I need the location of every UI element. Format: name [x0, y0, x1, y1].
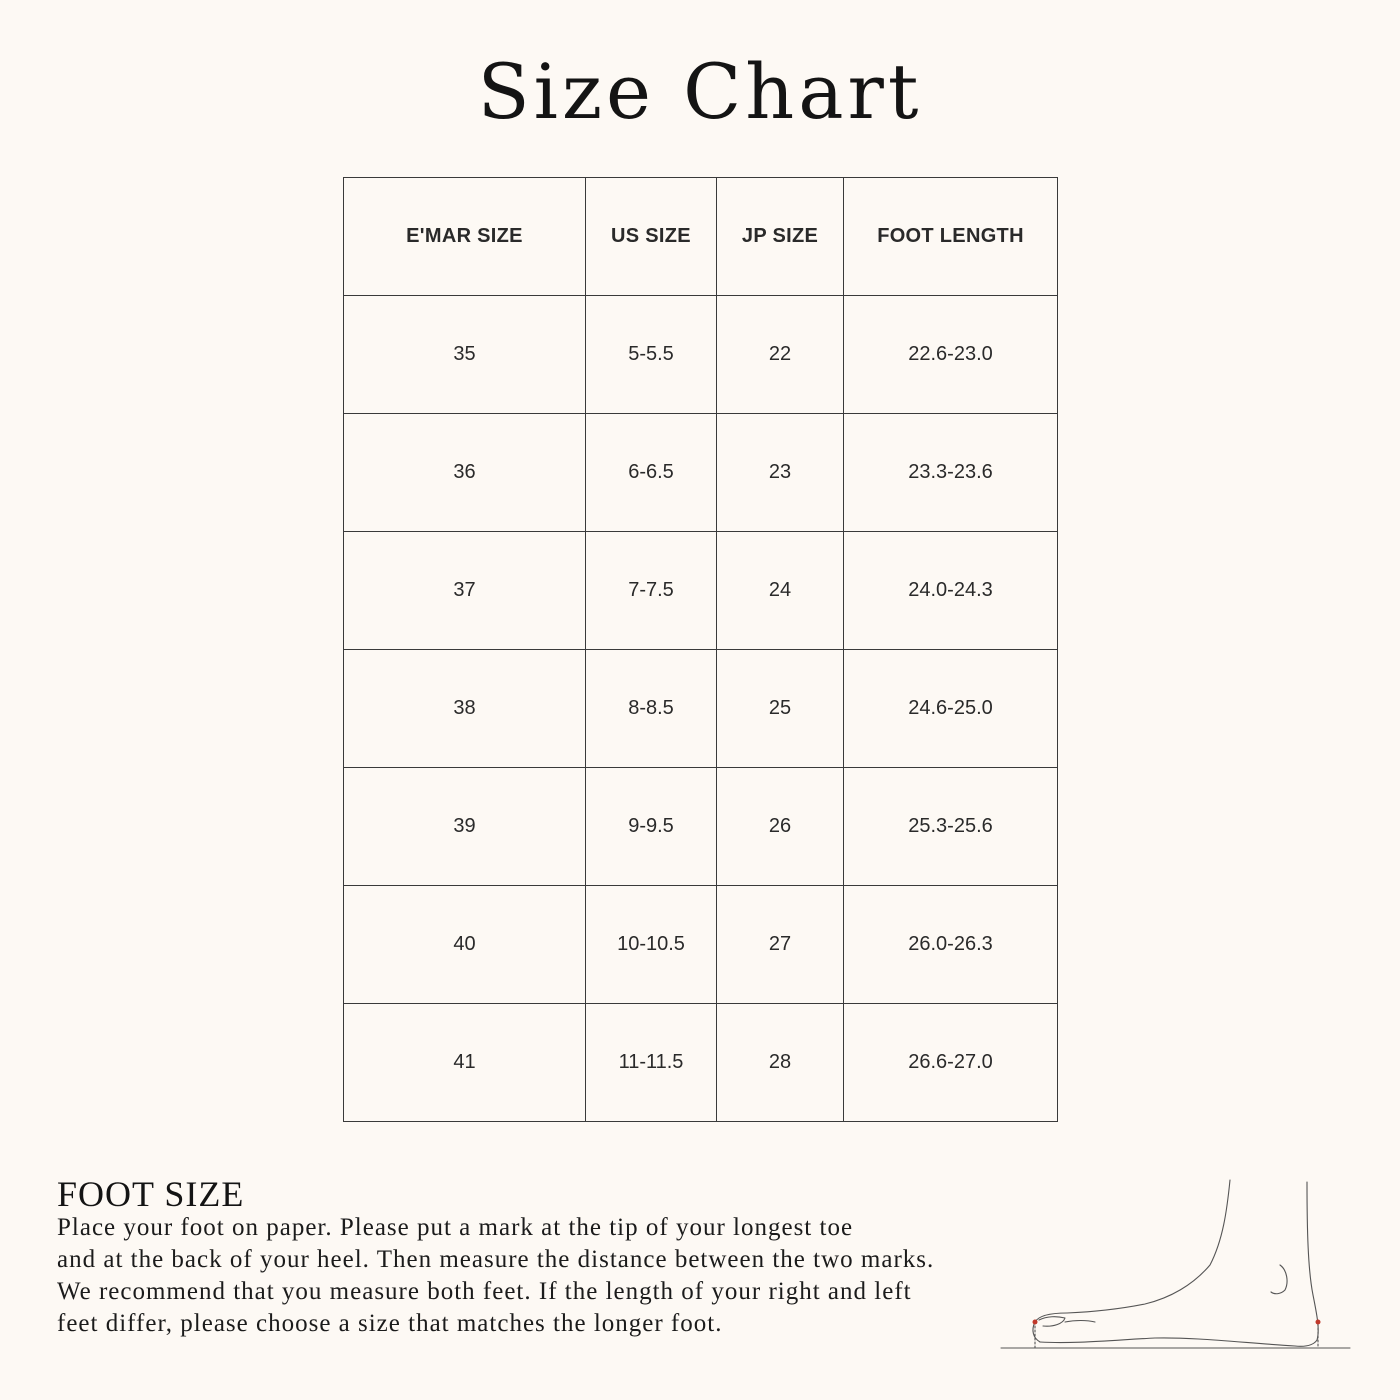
cell-foot-length: 23.3-23.6	[844, 414, 1058, 532]
cell-us-size: 11-11.5	[586, 1004, 717, 1122]
table-row	[344, 650, 1058, 768]
table-row	[344, 414, 1058, 532]
heel-marker-dot	[1316, 1320, 1321, 1325]
cell-us-size: 9-9.5	[586, 768, 717, 886]
cell-foot-length: 26.0-26.3	[844, 886, 1058, 1004]
cell-emar-size: 36	[344, 414, 586, 532]
cell-jp-size: 22	[717, 296, 844, 414]
toenail-line	[1039, 1317, 1065, 1327]
table-header-row	[344, 178, 1058, 296]
cell-emar-size: 41	[344, 1004, 586, 1122]
cell-foot-length: 22.6-23.0	[844, 296, 1058, 414]
table-row	[344, 1004, 1058, 1122]
table-row	[344, 296, 1058, 414]
cell-foot-length: 25.3-25.6	[844, 768, 1058, 886]
instruction-line: Place your foot on paper. Please put a mark at the tip of your longest toe	[57, 1214, 854, 1241]
cell-jp-size: 25	[717, 650, 844, 768]
cell-foot-length: 26.6-27.0	[844, 1004, 1058, 1122]
cell-jp-size: 27	[717, 886, 844, 1004]
cell-foot-length: 24.6-25.0	[844, 650, 1058, 768]
cell-emar-size: 38	[344, 650, 586, 768]
foot-outline-icon	[995, 1170, 1355, 1355]
cell-emar-size: 37	[344, 532, 586, 650]
foot-size-instructions	[57, 1212, 1057, 1340]
size-chart-table	[343, 177, 1058, 1122]
cell-jp-size: 26	[717, 768, 844, 886]
ankle-line	[1271, 1265, 1287, 1294]
cell-us-size: 5-5.5	[586, 296, 717, 414]
instruction-line: and at the back of your heel. Then measure the distance between the two marks.	[57, 1246, 935, 1273]
cell-jp-size: 23	[717, 414, 844, 532]
toe-marker-dot	[1033, 1320, 1038, 1325]
cell-us-size: 10-10.5	[586, 886, 717, 1004]
heel-line	[1295, 1182, 1318, 1346]
cell-us-size: 8-8.5	[586, 650, 717, 768]
sole-line	[1040, 1338, 1295, 1346]
page-title: Size Chart	[477, 47, 923, 136]
cell-emar-size: 35	[344, 296, 586, 414]
foot-size-heading: FOOT SIZE	[57, 1174, 245, 1214]
table-row	[344, 768, 1058, 886]
instruction-line: We recommend that you measure both feet. If the length of your right and left	[57, 1278, 912, 1305]
column-header-us-size: US SIZE	[586, 178, 717, 296]
table-row	[344, 886, 1058, 1004]
cell-jp-size: 28	[717, 1004, 844, 1122]
cell-jp-size: 24	[717, 532, 844, 650]
cell-emar-size: 39	[344, 768, 586, 886]
cell-foot-length: 24.0-24.3	[844, 532, 1058, 650]
column-header-jp-size: JP SIZE	[717, 178, 844, 296]
table-row	[344, 532, 1058, 650]
foot-top-line	[1067, 1180, 1230, 1313]
toe-crease-line	[1065, 1321, 1095, 1323]
cell-emar-size: 40	[344, 886, 586, 1004]
column-header-foot-length: FOOT LENGTH	[844, 178, 1058, 296]
instruction-line: feet differ, please choose a size that matches the longer foot.	[57, 1310, 723, 1337]
cell-us-size: 7-7.5	[586, 532, 717, 650]
cell-us-size: 6-6.5	[586, 414, 717, 532]
column-header-emar-size: E'MAR SIZE	[344, 178, 586, 296]
